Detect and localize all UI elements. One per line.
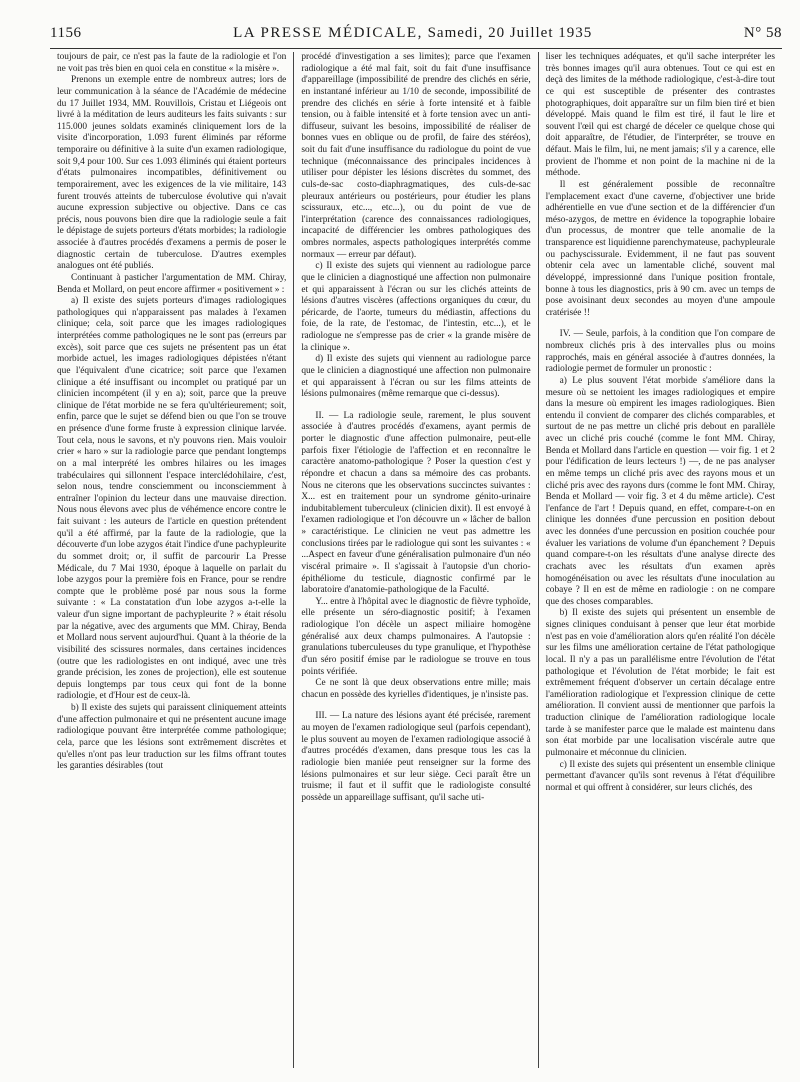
column-3 (538, 52, 782, 1068)
paragraph: c) Il existe des sujets qui viennent au radiologue parce que le clinicien a diagnostiqué une affection non pulmonaire et qui apparaissent à l'écran ou sur les clichés atteints de lésions d'autres viscères (affections organiques du cœur, du péricarde, de l'aorte, tumeurs du médiastin, affections du foie, de la rate, de l'estomac, de l'intestin, etc...), et le radiologue ne s'empresse pas de crier « la grande misère de la clinique ». (301, 261, 531, 353)
paragraph: Prenons un exemple entre de nombreux autres; lors de leur communication à la séance de l'Académie de médecine du 17 Juillet 1934, MM. Rouvillois, Cristau et Liégeois ont livré à la méditation de leurs auditeurs les faits suivants : sur 115.000 jeunes soldats examinés cliniquement lors de la visite d'incorporation, 1.093 furent éliminés par réforme temporaire ou définitive à la suite d'un examen radiologique, soit 9,4 pour 100. Sur ces 1.093 éliminés qui étaient porteurs d'états pulmonaires incompatibles, définitivement ou temporairement, avec les exigences de la vie militaire, 143 furent trouvés atteints de tuberculose évolutive qui n'avait aucune expression subjective ou objective. Dans ce cas précis, nous pouvons bien dire que la radiologie seule a fait le dépistage de sujets porteurs d'états morbides; la radiologie associée à d'autres procédés d'examens a permis de poser le diagnostic certain de tuberculose. D'autres exemples analogues ont été publiés. (57, 75, 287, 272)
paragraph: Il est généralement possible de reconnaître l'emplacement exact d'une caverne, d'objectiver une bride adhérentielle en vue d'une section et de la différencier d'un méso-azygos, de mettre en évidence la topographie lobaire d'un processus, de montrer que telle anomalie de la transparence est liquidienne parenchymateuse, pachypleurale ou pachyscissurale. Evidemment, il ne faut pas souvent obtenir cela avec un lamentable cliché, souvent mal développé, impressionné dans l'unique position frontale, bonne à tous les diagnostics, pris à 90 cm. avec un temps de pose avoisinant deux secondes au moyen d'une ampoule cratérisée !! (545, 179, 775, 318)
paragraph: liser les techniques adéquates, et qu'il sache interpréter les très bonnes images qu'il aura obtenues. Tout ce qui est en deçà des limites de la méthode radiologique, c'est-à-dire tout ce qui est susceptible de présenter des contrastes photographiques, doit apparaître sur un film bien tiré et bien développé. Mais quand le film est tiré, il faut le lire et souvent l'œil qui est chargé de déceler ce quelque chose qui doit apparaître, de l'étudier, de l'interpréter, se trouve en défaut. Mais le film, lui, ne ment jamais; s'il y a carence, elle provient de l'homme et non point de la machine ni de la méthode. (545, 52, 775, 179)
section-heading-paragraph: III. — La nature des lésions ayant été précisée, rarement au moyen de l'examen radiologique seul (parfois cependant), le plus souvent au moyen de l'examen radiologique associé à d'autres procédés d'examen, dans presque tous les cas la radiologie bien maniée peut renseigner sur la forme des lésions pulmonaires et sur leur siège. Ceci paraît être un truisme; il faut et il suffit que le radiologiste consulté possède un appareillage suffisant, qu'il sache uti- (301, 711, 531, 803)
masthead (233, 25, 592, 42)
page-header (50, 18, 782, 49)
paragraph: Y... entre à l'hôpital avec le diagnostic de fièvre typhoïde, elle présente un séro-diagnostic positif; à l'examen radiologique l'on décèle un aspect miliaire homogène généralisé aux deux champs pulmonaires. A l'autopsie : granulations tuberculeuses du type granulique, et l'hypothèse d'un séro positif émise par le radiologue se trouve en tous points vérifiée. (301, 596, 531, 677)
section-heading-paragraph: II. — La radiologie seule, rarement, le plus souvent associée à d'autres procédés d'examens, ayant permis de porter le diagnostic d'une affection pulmonaire, peut-elle parfois fixer l'étiologie de l'affection et en reconnaître le caractère anatomo-pathologique ? Poser la question c'est y répondre et chacun a dans sa mémoire des cas probants. Nous ne citerons que les observations succinctes suivantes : X... est en traitement pour un syndrome génito-urinaire indubitablement tuberculeux (clinicien dixit). Il est envoyé à l'examen radiologique et l'on découvre un « lâcher de ballon » caractéristique. Le clinicien ne veut pas admettre les conclusions tirées par le radiologue qui sont les suivantes : « ...Aspect en faveur d'une généralisation pulmonaire d'un néo viscéral primaire ». Il s'agissait à l'autopsie d'un chorio-épithéliome du testicule, diagnostic confirmé par le laboratoire d'anatomie-pathologique de la Faculté. (301, 410, 531, 596)
paragraph: Ce ne sont là que deux observations entre mille; mais chacun en possède des kyrielles d'identiques, je n'insiste pas. (301, 678, 531, 700)
journal-title: LA PRESSE MÉDICALE, (233, 24, 423, 41)
column-1 (50, 52, 293, 1068)
section-heading-paragraph: IV. — Seule, parfois, à la condition que l'on compare de nombreux clichés pris à des intervalles plus ou moins rapprochés, mais en général associée à d'autres données, la radiologie permet de formuler un pronostic : (545, 329, 775, 375)
paragraph: a) Il existe des sujets porteurs d'images radiologiques pathologiques qui n'apparaissent pas malades à l'examen clinique; cela, soit parce que les images radiologiques interprétées comme pathologiques ne le sont pas (erreurs par excès), soit parce que ces sujets ne présentent pas un état morbide actuel, les images radiologiques dépistées n'étant que l'équivalent d'une cicatrice; soit parce que l'examen clinique a été insuffisant ou incomplet ou pratiqué par un clinicien incompétent (il y en a); soit, parce que la preuve clinique de l'état morbide ne se fera qu'ultérieurement; soit, enfin, parce que le sujet se défend bien ou que l'on se trouve en présence d'une forme fruste à expression clinique larvée. Tout cela, nous le savons, et n'y pouvons rien. Mais vouloir crier « haro » sur la radiologie parce que pendant longtemps on a mal interprété les ombres hilaires ou les images trabéculaires qui sillonnent l'espace interclédohilaire, c'est, selon nous, tendre consciemment ou inconsciemment à entraîner l'opinion du lecteur dans une mauvaise direction. Nous nous élevons avec plus de véhémence encore contre le fait suivant : les auteurs de l'article en question prétendent qu'il a été affirmé, par la faute de la radiologie, que la découverte d'un lobe azygos était l'indice d'une pachypleurite du sommet droit; or, il suffit de parcourir La Presse Médicale, du 7 Mai 1930, époque à laquelle on parlait du lobe azygos pour la première fois en France, pour se rendre compte que le problème posé par nous sous la forme suivante : « La constatation d'un lobe azygos a-t-elle la valeur d'un signe important de pachypleurite ? » était résolu par la négative, avec des arguments que MM. Chiray, Benda et Mollard nous servent aujourd'hui. Quant à la théorie de la visibilité des scissures normales, dans certaines incidences (outre que les radiologistes en ont indiqué, avec une très grande précision, les zones de projection), elle est soutenue depuis longtemps par tous ceux qui font de la bonne radiologie, et d'Hour est de ceux-là. (57, 296, 287, 702)
article-columns (50, 52, 782, 1068)
paragraph: toujours de pair, ce n'est pas la faute de la radiologie et l'on ne voit pas très bien en quoi cela en constitue « la misère ». (57, 52, 287, 74)
paragraph: c) Il existe des sujets qui présentent un ensemble clinique permettant d'avancer qu'ils sont revenus à l'état d'équilibre normal et qui offrent à considérer, sur leurs clichés, des (545, 759, 775, 793)
paragraph: Continuant à pasticher l'argumentation de MM. Chiray, Benda et Mollard, on peut encore affirmer « positivement » : (57, 272, 287, 295)
paragraph: d) Il existe des sujets qui viennent au radiologue parce que le clinicien a diagnostiqué une affection non pulmonaire et qui apparaissent à l'écran ou sur les films atteints de lésions pulmonaires (même remarque que ci-dessus). (301, 354, 531, 400)
paragraph: a) Le plus souvent l'état morbide s'améliore dans la mesure où se nettoient les images radiologiques et empire dans la mesure où empirent les images radiologiques. Bien entendu il convient de comparer des clichés comparables, et surtout de ne pas mettre un cliché pris debout en parallèle avec un cliché pris couché (comme le font MM. Chiray, Benda et Mollard dans l'article en question — voir fig. 1 et 2 pour l'édification de leurs lecteurs !) —, de ne pas analyser en même temps un cliché pris avec des rayons mous et un cliché pris avec des rayons durs (comme le font MM. Chiray, Benda et Mollard — voir fig. 3 et 4 du même article). C'est l'enfance de l'art ! Depuis quand, en effet, compare-t-on en clinique les données d'une percussion en position debout avec les données d'une percussion en position couchée pour évaluer les variations de volume d'un épanchement ? Depuis quand compare-t-on les résultats d'une analyse directe des crachats avec les résultats d'un examen après homogénéisation ou avec les résultats d'une inoculation au cobaye ? Il en est de même en radiologie : on ne compare que des choses comparables. (545, 375, 775, 607)
paragraph: procédé d'investigation a ses limites); parce que l'examen radiologique a été mal fait, soit du fait d'une insuffisance d'appareillage (impossibilité de prendre des clichés en série, en instantané inférieur au 1/10 de seconde, impossibilité de prendre des clichés en série à forte intensité et à faible tension, ou à faible intensité et à forte tension avec un anti-diffuseur, suivant les besoins, impossibilité de réaliser de bonnes vues en oblique ou de profil, de faire des stéréos), soit du fait d'une insuffisance du radiologue du point de vue technique (méconnaissance des principales incidences à utiliser pour dépister les lésions discrètes du sommet, des culs-de-sac costo-diaphragmatiques, des culs-de-sac pleuraux antérieurs ou postérieurs, pour étudier les plans scissuraux, etc..., etc...), ou du point de vue de l'interprétation (carence des connaissances radiologiques, incapacité de différencier les ombres pathologiques des ombres normales, aspects pathologiques interprétés comme normaux — erreur par défaut). (301, 52, 531, 260)
issue-number: N° 58 (743, 24, 782, 41)
paragraph: b) Il existe des sujets qui paraissent cliniquement atteints d'une affection pulmonaire et qui ne présentent aucune image radiologique pouvant être interprétée comme pathologique; cela, parce que les lésions sont extrêmement discrètes et qu'elles n'ont pas leur traduction sur les films offrant toutes les garanties désirables (tout (57, 703, 287, 772)
paragraph: b) Il existe des sujets qui présentent un ensemble de signes cliniques conduisant à penser que leur état morbide n'est pas en voie d'amélioration alors qu'en réalité l'on décèle sur les films une amélioration certaine de l'état pathologique local. Il n'y a pas un parallélisme entre l'évolution de l'état pathologique et l'évolution de l'état morbide; le fait est extrêmement fréquent d'observer un certain décalage entre l'amélioration radiologique et l'expression clinique de cette amélioration. Il convient aussi de mentionner que parfois la traduction clinique de l'amélioration radiologique locale tarde à se manifester parce que le malade est maintenu dans son état morbide par une localisation viscérale autre que pulmonaire et méconnue du clinicien. (545, 608, 775, 758)
page-number: 1156 (50, 24, 82, 41)
column-2 (293, 52, 537, 1068)
issue-date: Samedi, 20 Juillet 1935 (427, 24, 593, 41)
